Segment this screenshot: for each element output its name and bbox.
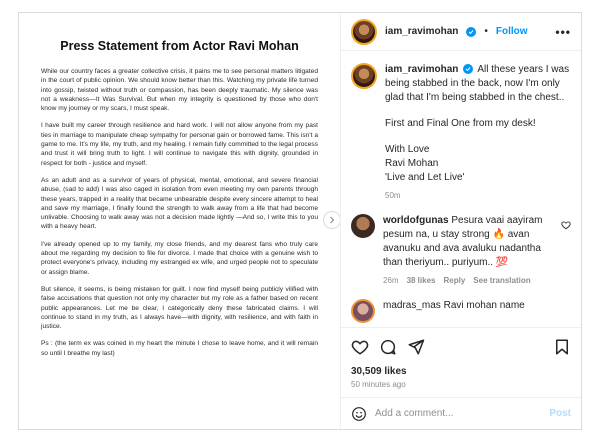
caption-line: Ravi Mohan bbox=[385, 158, 439, 169]
comment-likes[interactable]: 38 likes bbox=[406, 276, 436, 285]
post-header bbox=[341, 13, 581, 51]
caption-meta bbox=[385, 191, 571, 200]
follow-button[interactable]: Follow bbox=[495, 26, 528, 37]
reply-button[interactable]: Reply bbox=[443, 276, 466, 285]
like-comment-heart-icon[interactable] bbox=[561, 220, 571, 230]
caption-username[interactable]: iam_ravimohan bbox=[385, 64, 459, 75]
comment-time: 26m bbox=[383, 276, 399, 285]
statement-title: Press Statement from Actor Ravi Mohan bbox=[60, 39, 299, 53]
statement-paragraph: I've already opened up to my family, my close friends, and my dearest fans who truly care about me regarding my decision to file for divorce. I made that choice with a genuine wish to protect everyone's privacy, including my estranged ex wife, and urged people not to speculate or assign blame. bbox=[41, 240, 318, 276]
comment bbox=[351, 214, 571, 285]
caption-line: With Love bbox=[385, 144, 430, 155]
comment-meta bbox=[383, 276, 553, 285]
next-image-button[interactable] bbox=[323, 211, 341, 229]
avatar[interactable] bbox=[351, 63, 377, 89]
action-bar bbox=[341, 327, 581, 389]
statement-paragraph: I have built my career through resilience and hard work. I will not allow anyone from my past ties in marriage to manipulate cheap sympathy for personal gain or borrowed fame. This isn't a game to me. It's my life, my truth, and my healing. I remain fully committed to the legal process and trust it will bring truth to light. I will continue to navigate this with dignity, grounded in respect for both - justice and myself. bbox=[41, 122, 318, 167]
caption-line: 'Live and Let Live' bbox=[385, 172, 465, 183]
caption-text bbox=[385, 63, 571, 105]
comments-list bbox=[341, 51, 581, 327]
verified-badge-icon bbox=[463, 64, 473, 74]
verified-badge-icon bbox=[466, 27, 476, 37]
comment bbox=[351, 299, 571, 323]
statement-paragraph: While our country faces a greater collective crisis, it pains me to see personal matters litigated in the court of public opinion. We should know better than this. Watching my private life turned into gossip, twisted without truth or compassion, has been deeply traumatic. My silence was not a weakness—It Was Survival. But when my integrity is questioned by those who don't know my journey or my scars, I must speak. bbox=[41, 68, 318, 113]
post-time: 50 minutes ago bbox=[351, 380, 406, 389]
post-image bbox=[19, 13, 341, 429]
more-options-icon[interactable]: ••• bbox=[555, 24, 571, 39]
comment-body: Pesura vaai aayiram pesum na, u stay strong 🔥 avan avanuku and ava avaluku nadantha than theriyum.. puriyum.. 💯 bbox=[383, 215, 543, 268]
post-sidebar bbox=[341, 13, 581, 429]
comment-text bbox=[383, 214, 553, 270]
comment-input[interactable] bbox=[375, 408, 541, 419]
caption-line: All these years I was being stabbed in the back, now I'm only glad that I'm being stabbed in the chest.. bbox=[385, 64, 570, 103]
post-dialog bbox=[18, 12, 582, 430]
statement-body bbox=[19, 67, 340, 358]
comment-text bbox=[383, 299, 525, 313]
chevron-right-icon bbox=[328, 216, 336, 224]
separator-dot: • bbox=[484, 26, 488, 37]
share-paper-plane-icon[interactable] bbox=[407, 338, 425, 356]
post-button[interactable]: Post bbox=[549, 408, 571, 419]
avatar[interactable] bbox=[351, 19, 377, 45]
comment-bubble-icon[interactable] bbox=[379, 338, 397, 356]
see-translation-link[interactable]: See translation bbox=[473, 276, 531, 285]
statement-paragraph: Ps : (the term ex was coined in my heart the minute I chose to leave home, and it will remain so until I breathe my last) bbox=[41, 340, 318, 357]
avatar[interactable] bbox=[351, 299, 375, 323]
comment-username[interactable]: worldofgunas bbox=[383, 215, 449, 226]
statement-paragraph: As an adult and as a survivor of years of physical, mental, emotional, and severe financial abuse, (sad to add) I was also caged in isolation from even meeting my own parents through these years, trapped in a reality that became unbearable despite every sincere attempt to heal and save my marriage, I finally found the strength to walk away from a life that had become unlivable. Choosing to walk away was not a decision made lightly —And so, I write this to you with a heavy heart. bbox=[41, 176, 318, 231]
likes-count[interactable]: 30,509 likes bbox=[351, 366, 407, 377]
comment-body: Ravi mohan name bbox=[443, 300, 525, 311]
caption-line: First and Final One from my desk! bbox=[385, 118, 536, 129]
action-icons bbox=[351, 336, 571, 358]
comment-username[interactable]: madras_mas bbox=[383, 300, 441, 311]
caption-time: 50m bbox=[385, 191, 401, 200]
caption bbox=[351, 63, 571, 200]
like-heart-icon[interactable] bbox=[351, 338, 369, 356]
add-comment-bar bbox=[341, 397, 581, 429]
emoji-icon[interactable] bbox=[351, 406, 367, 422]
statement-paragraph: But silence, it seems, is being mistaken for guilt. I now find myself being publicly vilified with false accusations that question not only my character but my role as a father based on recent public appearances. Let me be clear, I categorically deny these fabricated claims. I will continue to stand in my truth, as I always have—with dignity, with resilience, and with faith in justice. bbox=[41, 285, 318, 331]
header-username[interactable]: iam_ravimohan bbox=[385, 26, 459, 37]
save-bookmark-icon[interactable] bbox=[553, 338, 571, 356]
avatar[interactable] bbox=[351, 214, 375, 238]
